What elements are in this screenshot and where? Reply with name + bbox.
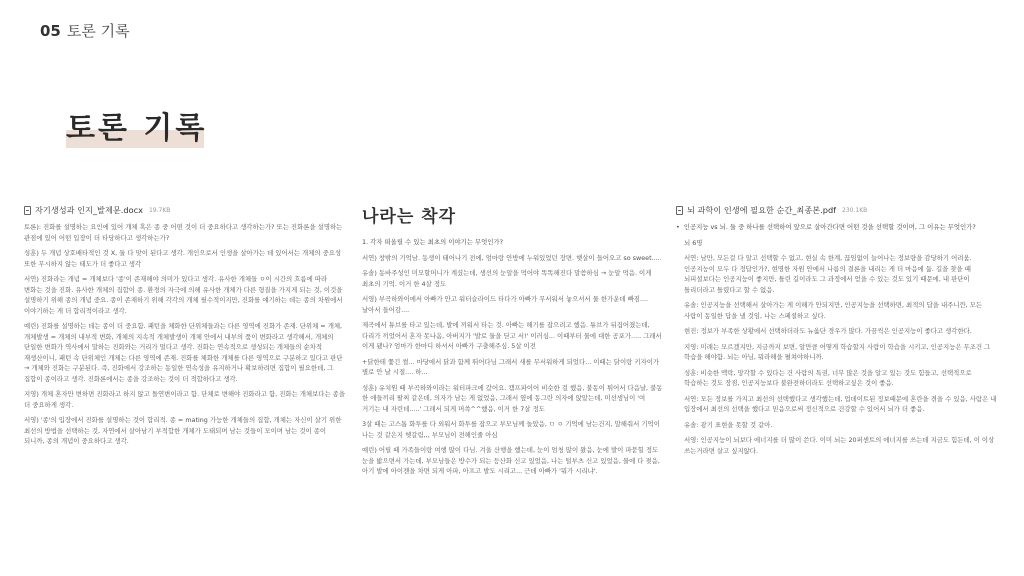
document-icon: [676, 206, 683, 215]
paragraph: 서연) 창밖의 기억남. 동생이 태어나기 전에, 엄마랑 안방에 누워있었던 장면. 햇살이 들어오고 so sweet.....: [362, 253, 662, 262]
paragraph: 유솔: 광기 표현을 못할 것 같아.: [684, 420, 773, 429]
question: 인공지능 vs 뇌. 둘 중 하나를 선택하여 앞으로 살아간다면 어떤 것을 선택할 것이며, 그 이유는 무엇인가?: [683, 223, 976, 231]
paragraph: 서영: 인공지능이 뇌보다 에너지를 더 많이 쓴다. 이미 뇌는 20퍼센트의 에너지를 쓰는데 지금도 힘든데, 이 이상 쓰는거라면 살고 싶지않다.: [684, 436, 995, 455]
middle-section: [362, 202, 664, 502]
title-block: [66, 103, 206, 147]
file-name: 뇌 과학이 인생에 필요한 순간_최종본.pdf: [687, 205, 837, 215]
paragraph: 서연: 남만, 모든걸 다 알고 선택할 수 없고, 현실 속 한계, 끊임없이 늘어나는 정보량을 감당하기 어려움. 인공지능이 모두 다 정답인가?, 현명한 자원 안에서 나름의 결론을 내리는 게 더 마음에 듦. 길을 찾을 때 뇌피셜보다는 인공지능이 좋지만, 틀린 길이라도 그 과정에서 얻을 수 있는 것도 있기 때문에, 내 판단이 틀리더라고 틀렸다고 할 수 없음.: [684, 254, 972, 294]
paragraph: 예린) 진화를 설명하는 데는 종이 더 중요함. 패턴을 체화한 단위체들과는 다른 영역에 진화가 존재. 단위체 = 개체, 개체발생 = 개체의 내부적 변화, 개체의 지속적 개체발생이 개체 안에서 내부의 품이 변화라고 생각해서, 개체의 단일한 변화가 역사에서 말하는 진화와는 거리가 멀다고 생각. 진화는 연속적으로 생성되는 개체들의 순차적 재생산이니, 패턴 속 단위체인 개체는 다른 영역에 존재. 진화를 체화한 개체를 다른 영역으로 구분하고 있다고 판단 → 개체와 진화는 구분된다. 즉, 진화에서 강조하는 동일한 연속성을 유지하거나 확보하려면 집합이 필요한데, 그 집합이 종이라고 생각. 진화론에서는 종을 강조하는 것이 더 적합하다고 생각.: [24, 322, 343, 383]
file-attachment-left[interactable]: [24, 205, 346, 216]
paragraph: 서연) 진화라는 개념 = 개체보다 '종'이 존재해야 의미가 있다고 생각. 유사한 개체들 ㅇ이 시간의 흐름에 따라 변화는 것을 진화. 유사한 개체의 집합이 종. 환경의 자극에 의해 유사한 개체가 다른 형질을 가지게 되는 것, 이것을 설명하기 위해 종의 개념 중요. 종이 존재하기 위해 각각의 개체 필수적이지만, 진화를 얘기하는 데는 종의 차원에서 이야기하는 게 더 합리적이라고 생각.: [24, 275, 343, 315]
question: 1. 각자 떠올릴 수 있는 최초의 이야기는 무엇인가?: [362, 238, 504, 246]
file-name: 자기생성과 인지_발제문.docx: [35, 205, 143, 215]
bullet-dot-icon: •: [676, 223, 680, 231]
section-label: 토론 기록: [66, 22, 130, 40]
paragraph: 서연: 모든 정보를 가지고 최선의 선택했다고 생각했는데, 업데이트된 정보때문에 혼란을 겪을 수 있음, 사람은 내 입장에서 최선의 선택을 했다고 믿음으로써 정신적으로 건강할 수 있어서 뇌가 더 좋음.: [684, 394, 997, 413]
paragraph: 서영) 부곡하와이에서 아빠가 안고 워터슬라이드 타다가 아빠가 무서워서 놓으셔서 물 한가운데 빠짐.... 날아서 들어감....: [362, 295, 649, 314]
paragraph: 예린) 어릴 때 가족들이랑 여행 많이 다님. 겨울 산행을 했는데, 눈이 엄청 많이 왔음, 눈에 발이 파묻힐 정도 눈을 밟으면서 가는데, 부모님들은 방수가 되는 등산화 신고 있었음, 나는 털부츠 신고 있었음, 물에 다 젖음, 아기 발에 아이젠을 차면 되게 아파, 아프고 발도 시리고... 근데 아빠가 '뭐가 시리냐'.: [362, 446, 660, 475]
paragraph: 유솔) 동바주성인 미모할머니가 계셨는데, 생선의 눈알을 먹어야 똑똑해진다 말씀하심 → 눈알 먹음. 이게 최초의 기억. 이거 한 4살 정도: [362, 269, 652, 288]
paragraph: 3살 때는 고스톱 화투를 다 외워서 화투를 잡으고 부모님께 놀았음, ㅁ ㅇ 기억에 남는건지, 말해줘서 기억이 나는 것 같은지 헷갈림,,, 부모님이 전해인줄 아심: [362, 420, 660, 439]
paragraph: 성훈: 비슷한 맥락, 망각할 수 있다는 건 사람의 특권, 너무 많은 것을 알고 있는 것도 힘들고, 선택적으로 학습하는 것도 장점, 인공지능보다 불완전하더라도 선택하고싶은 것이 좋음.: [684, 368, 972, 387]
file-size: 230.1KB: [842, 207, 868, 214]
file-attachment-right[interactable]: [676, 205, 998, 216]
paragraph: 지영) 개체 혼자만 변하면 진화라고 하지 않고 돌연변이라고 함. 단체로 변해야 진화라고 함, 진화는 개체보다는 종을 더 중요하게 생각.: [24, 390, 345, 409]
paragraph: 제곡에서 튜브를 타고 있는데, 발에 끼워서 타는 것. 아빠는 해기를 잡으려고 했음. 튜브가 뒤집어졌는데, 다리가 끼었어서 혼자 못나옴, 아버지가 '발로 둘을 딛고 서!' 이러심... 이때부터 물에 대한 공포가..... 그래서 이게 됐나? 엄마가 한마디 하셔서 아빠가 구출해주심. 5살 이전: [362, 321, 662, 350]
bullet-question: [676, 222, 998, 238]
paragraph: 토론): 진화를 설명하는 요인에 있어 개체 혹은 종 중 어떤 것이 더 중요하다고 생각하는가? 또는 진화론을 설명하는 관점에 있어 어떤 입장이 더 타당하다고 생각하는가?: [24, 223, 343, 242]
answers-block: [676, 238, 998, 457]
section-number: 05: [40, 22, 61, 40]
paragraph: 지영: 미래는 모르겠지만, 지금까지 보면, 알만큼 어떻게 학습할지 사람이 학습을 시키고, 인공지능은 무조건 그 학습을 해야함. 뇌는 아님, 뭐라해을 펼쳐야하니까.: [684, 342, 991, 361]
section-title: 나라는 착각: [362, 207, 457, 227]
paragraph: 현진: 정보가 부족한 상황에서 선택하더라도 뉴옳단 경우가 많다. 가끔씩은 인공지능이 좋다고 생각한다.: [684, 327, 972, 335]
paragraph: 성훈) 두 개념 상호배타적인 것 X, 둘 다 맞이 된다고 생각. 개인으로서 인생을 살아가는 데 있어서는 개체의 중요성 또한 무시하지 않는 태도가 더 좋다고 생각: [24, 249, 342, 268]
paragraph: 서영) '종'의 입장에서 진화를 설명하는 것이 합리적. 종 = mating 가능한 개체들의 집합, 개체는 자신이 살기 위한 최선의 방법을 선택하는 것, 자연에서 살아남기 부적합한 개체가 도태되며 남는 것들이 모이며 남는 것이 종이 되니까, 종의 개념이 중요하다고 생각.: [24, 416, 342, 445]
page-header: [40, 20, 130, 41]
left-document: [24, 205, 346, 495]
page-title: 토론 기록: [66, 111, 208, 146]
paragraph: 유솔: 인공지능을 선택해서 살아가는 게 이해가 안되지만, 인공지능을 선택하면, 최적의 답을 내주니깐, 모든 사람이 동일한 답을 낼 것임, 나는 스페셜하고 싶다.: [684, 301, 983, 320]
paragraph: +닭한테 쫓긴 썰... 마당에서 닭과 함께 뛰어다님 그래서 새를 무서워하게 되었다... 이때는 닭이랑 키자이가 별로 안 날 시절.... 하...: [362, 357, 660, 376]
paragraph: 뇌 6명: [684, 238, 703, 247]
right-document: [676, 205, 998, 525]
file-size: 19.7KB: [148, 207, 171, 214]
document-icon: [24, 206, 31, 215]
paragraph: 성훈) 유치원 때 부곡하와이라는 워터파크에 갔어요. 캠프파이어 비슷한 걸 했음, 불동이 튀어서 다음날, 불동 한 애들끼리 팔찌 같은데, 의자가 남는 게 없었음, 그래서 옆에 동그란 의자에 앉았는데, 미선생님이 '여 거기는 내 자린데.....' 그래서 되게 머쓱^^했음, 이거 한 7살 정도: [362, 383, 663, 413]
